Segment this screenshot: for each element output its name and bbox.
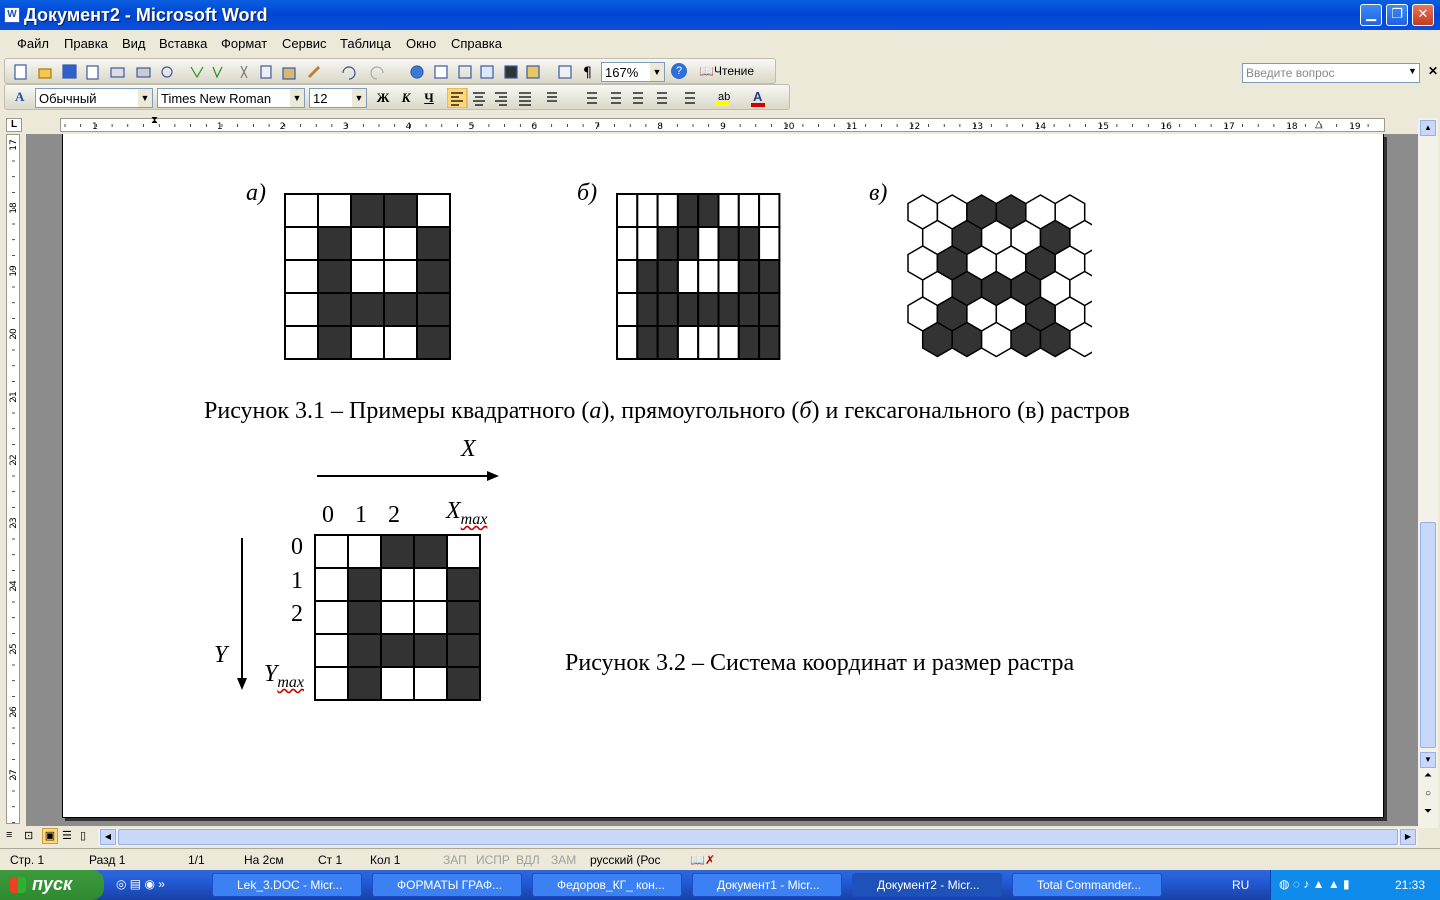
vertical-ruler-ticks — [7, 135, 21, 825]
vertical-scrollbar[interactable] — [1418, 118, 1438, 828]
status-track[interactable]: ИСПР — [476, 853, 510, 867]
task-doc1[interactable]: Документ1 - Micr... — [692, 873, 842, 897]
menu-help[interactable]: Справка — [451, 36, 502, 51]
tab-selector[interactable]: L — [6, 118, 22, 132]
rect-pixel — [739, 260, 759, 293]
raster-pixel — [414, 535, 447, 568]
status-section: Разд 1 — [89, 853, 126, 867]
raster-pixel — [348, 535, 381, 568]
rect-pixel — [617, 227, 637, 260]
square-pixel — [285, 326, 318, 359]
task-fedorov[interactable]: Федоров_КГ_ кон... — [532, 873, 682, 897]
ruler-number: 12 — [908, 122, 921, 132]
rect-pixel — [658, 227, 678, 260]
scroll-up-icon[interactable]: ▲ — [1420, 120, 1436, 136]
taskbar — [0, 870, 1440, 900]
raster-pixel — [381, 634, 414, 667]
ruler-number: 27 — [9, 769, 19, 781]
quicklaunch-icons[interactable]: ◎ ▤ ◉ » — [116, 877, 165, 891]
x-tick-2: 2 — [388, 502, 400, 528]
scroll-thumb[interactable] — [1420, 522, 1436, 748]
style-select[interactable]: Обычный ▼ — [35, 88, 153, 108]
task-totalcmd[interactable]: Total Commander... — [1012, 873, 1162, 897]
x-tick-1: 1 — [355, 502, 367, 528]
outline-view-icon[interactable]: ☰ — [62, 830, 72, 842]
rect-pixel — [637, 194, 657, 227]
square-pixel — [417, 293, 450, 326]
font-select[interactable]: Times New Roman ▼ — [157, 88, 305, 108]
hex-pixel — [1041, 323, 1070, 357]
square-pixel — [351, 194, 384, 227]
ruler-number: 11 — [845, 122, 858, 132]
start-button[interactable]: пуск — [0, 870, 104, 900]
ruler-number: 19 — [9, 265, 19, 277]
rect-pixel — [658, 293, 678, 326]
ruler-number: 7 — [594, 122, 601, 132]
square-pixel — [417, 194, 450, 227]
square-pixel — [285, 293, 318, 326]
status-page: Стр. 1 — [10, 853, 45, 867]
rect-pixel — [658, 326, 678, 359]
rect-pixel — [739, 227, 759, 260]
fig1-label-b: б) — [577, 180, 598, 206]
rect-raster-grid — [616, 193, 781, 361]
square-pixel — [318, 260, 351, 293]
ruler-number: 17 — [9, 139, 19, 151]
rect-pixel — [658, 260, 678, 293]
square-pixel — [384, 194, 417, 227]
x-max-label: $X_{max}$ — [446, 498, 488, 528]
rect-pixel — [719, 260, 739, 293]
task-lek3[interactable]: Lek_3.DOC - Micr... — [212, 873, 362, 897]
indent-marker-icon[interactable]: ⧗ — [151, 115, 159, 126]
standard-toolbar — [4, 58, 776, 84]
square-raster-grid — [284, 193, 452, 361]
fig2-caption: Рисунок 3.2 – Система координат и размер растра — [565, 650, 1075, 676]
square-pixel — [417, 260, 450, 293]
raster-pixel — [348, 568, 381, 601]
raster-pixel — [315, 667, 348, 700]
status-pages: 1/1 — [188, 853, 205, 867]
menu-edit[interactable]: Правка — [64, 36, 108, 51]
h-scroll-thumb[interactable] — [118, 829, 1398, 845]
rect-pixel — [678, 194, 698, 227]
ruler-number: 24 — [9, 580, 19, 592]
menu-insert[interactable]: Вставка — [159, 36, 208, 51]
spelling-status-icon[interactable]: 📖✗ — [690, 853, 715, 867]
raster-pixel — [447, 535, 480, 568]
ruler-number: 2 — [279, 122, 286, 132]
y-max-label: $Y_{max}$ — [264, 661, 305, 691]
square-pixel — [351, 260, 384, 293]
rect-pixel — [719, 326, 739, 359]
fig1-caption: Рисунок 3.1 – Примеры квадратного (а), прямоугольного (б) и гексагонального (в) растров — [204, 398, 1130, 424]
ruler-number: 20 — [9, 328, 19, 340]
status-extend[interactable]: ВДЛ — [516, 853, 540, 867]
title-bar — [0, 0, 1440, 30]
fig1-label-c: в) — [869, 180, 888, 206]
reading-view-icon[interactable]: ▯ — [80, 830, 87, 842]
ruler-number: 25 — [9, 643, 19, 655]
rect-pixel — [759, 227, 779, 260]
right-indent-icon[interactable]: △ — [1315, 119, 1323, 130]
help-icon[interactable]: ? — [671, 63, 687, 79]
document-page[interactable] — [62, 134, 1384, 818]
square-pixel — [285, 260, 318, 293]
browse-object-icon[interactable]: ○ — [1424, 788, 1432, 799]
ruler-number: 10 — [783, 122, 795, 132]
italic-button[interactable]: К — [401, 90, 411, 105]
rect-pixel — [698, 194, 718, 227]
coordinate-raster-grid — [314, 534, 482, 702]
rect-pixel — [637, 260, 657, 293]
ruler-number: 3 — [342, 122, 349, 132]
rect-pixel — [617, 326, 637, 359]
view-buttons — [4, 828, 98, 846]
raster-pixel — [381, 568, 414, 601]
normal-view-icon[interactable]: ≡ — [6, 829, 13, 841]
raster-pixel — [315, 601, 348, 634]
raster-pixel — [414, 667, 447, 700]
ruler-number: 1 — [216, 122, 223, 132]
square-pixel — [351, 326, 384, 359]
zoom-select[interactable]: 167% ▼ — [601, 62, 665, 82]
rect-pixel — [698, 326, 718, 359]
ruler-number: 16 — [1160, 122, 1172, 132]
rect-pixel — [658, 194, 678, 227]
ruler-number: 23 — [9, 517, 19, 529]
status-line: Ст 1 — [318, 853, 343, 867]
rect-pixel — [678, 293, 698, 326]
rect-pixel — [617, 194, 637, 227]
rect-pixel — [698, 293, 718, 326]
ruler-number: 15 — [1097, 122, 1109, 132]
square-pixel — [417, 227, 450, 260]
square-pixel — [384, 326, 417, 359]
rect-pixel — [637, 326, 657, 359]
horizontal-scrollbar[interactable] — [98, 828, 1418, 846]
raster-pixel — [315, 535, 348, 568]
y-axis-label: Y — [214, 642, 228, 668]
ask-dropdown-icon[interactable]: ▼ — [1408, 66, 1417, 76]
menu-file[interactable]: Файл — [17, 36, 49, 51]
square-pixel — [318, 326, 351, 359]
raster-pixel — [447, 634, 480, 667]
status-position: На 2см — [244, 853, 284, 867]
standard-toolbar-icons[interactable] — [13, 63, 603, 81]
svg-text:A: A — [753, 89, 763, 104]
restore-button[interactable]: ❐ — [1386, 4, 1408, 26]
web-view-icon[interactable]: ⊡ — [24, 830, 34, 842]
ruler-number: 17 — [1223, 122, 1235, 132]
y-axis-arrow — [235, 538, 249, 692]
ruler-number: 18 — [1286, 122, 1298, 132]
window-title: Документ2 - Microsoft Word — [24, 5, 268, 25]
menu-view[interactable]: Вид — [122, 36, 146, 51]
status-record[interactable]: ЗАП — [443, 853, 467, 867]
prev-page-icon[interactable]: ⏶ — [1424, 770, 1432, 781]
horizontal-ruler[interactable] — [60, 115, 1385, 132]
raster-pixel — [447, 601, 480, 634]
square-pixel — [384, 293, 417, 326]
status-bar — [0, 848, 1440, 870]
task-formats[interactable]: ФОРМАТЫ ГРАФ... — [372, 873, 522, 897]
next-page-icon[interactable]: ⏷ — [1424, 806, 1432, 817]
menu-table[interactable]: Таблица — [340, 36, 391, 51]
close-button[interactable]: ✕ — [1412, 4, 1434, 26]
windows-logo-icon — [10, 877, 26, 893]
square-pixel — [384, 227, 417, 260]
rect-pixel — [759, 326, 779, 359]
square-pixel — [285, 227, 318, 260]
rect-pixel — [719, 194, 739, 227]
hex-pixel — [1011, 323, 1040, 357]
scroll-left-icon[interactable]: ◀ — [100, 829, 116, 845]
square-pixel — [351, 227, 384, 260]
square-pixel — [384, 260, 417, 293]
ruler-number: 8 — [657, 122, 663, 132]
rect-pixel — [617, 260, 637, 293]
menu-window[interactable]: Окно — [406, 36, 437, 51]
clock: 21:33 — [1395, 878, 1426, 892]
raster-pixel — [348, 601, 381, 634]
hex-pixel — [982, 323, 1012, 357]
print-layout-icon[interactable]: ▣ — [42, 828, 58, 844]
raster-pixel — [381, 601, 414, 634]
svg-text:¶: ¶ — [583, 65, 592, 81]
svg-text:ab: ab — [718, 91, 731, 103]
ruler-number: 1 — [92, 122, 98, 132]
font-size-select[interactable]: 12 ▼ — [309, 88, 367, 108]
rect-pixel — [678, 326, 698, 359]
rect-pixel — [759, 260, 779, 293]
word-doc-icon[interactable]: W — [4, 7, 20, 23]
fig1-label-a: а) — [246, 180, 266, 206]
vertical-ruler[interactable] — [6, 134, 20, 824]
ruler-number: 14 — [1034, 122, 1047, 132]
ruler-number: 4 — [405, 122, 412, 132]
ask-question-input[interactable]: Введите вопрос — [1242, 63, 1420, 83]
raster-pixel — [348, 667, 381, 700]
menu-format[interactable]: Формат — [221, 36, 268, 51]
x-axis-label: X — [461, 436, 476, 462]
rect-pixel — [719, 293, 739, 326]
y-tick-0: 0 — [291, 534, 303, 560]
reading-mode-button[interactable]: 📖Чтение — [699, 64, 754, 78]
y-tick-2: 2 — [291, 601, 303, 627]
rect-pixel — [698, 227, 718, 260]
square-pixel — [417, 326, 450, 359]
x-axis-arrow — [317, 468, 501, 482]
task-doc2[interactable]: Документ2 - Micr... — [852, 873, 1002, 897]
raster-pixel — [414, 634, 447, 667]
raster-pixel — [315, 568, 348, 601]
close-doc-icon[interactable]: ✕ — [1428, 64, 1439, 78]
ruler-number: 26 — [9, 706, 19, 718]
raster-pixel — [414, 568, 447, 601]
ruler-number: 6 — [531, 122, 538, 132]
horizontal-ruler-ticks — [61, 119, 1386, 133]
raster-pixel — [381, 667, 414, 700]
ruler-number: 5 — [468, 122, 475, 132]
rect-pixel — [739, 326, 759, 359]
rect-pixel — [759, 194, 779, 227]
square-pixel — [285, 194, 318, 227]
rect-pixel — [698, 260, 718, 293]
square-pixel — [318, 293, 351, 326]
rect-pixel — [637, 293, 657, 326]
hex-raster-grid — [906, 193, 1092, 361]
hex-pixel — [952, 323, 981, 357]
rect-pixel — [739, 194, 759, 227]
ruler-number: 13 — [971, 122, 984, 132]
styles-pane-icon[interactable]: A — [15, 89, 25, 104]
system-tray — [1270, 870, 1440, 900]
rect-pixel — [637, 227, 657, 260]
square-pixel — [318, 227, 351, 260]
rect-pixel — [678, 260, 698, 293]
status-language: русский (Рос — [590, 853, 661, 867]
square-pixel — [351, 293, 384, 326]
bold-button[interactable]: Ж — [376, 90, 390, 105]
language-indicator[interactable]: RU — [1232, 878, 1250, 892]
hex-pixel — [923, 323, 953, 357]
rect-pixel — [617, 293, 637, 326]
ruler-number: 22 — [9, 454, 19, 466]
raster-pixel — [315, 634, 348, 667]
ruler-number: 18 — [9, 202, 19, 214]
ruler-number: 9 — [720, 122, 726, 132]
ruler-number: 19 — [1349, 122, 1361, 132]
paragraph-format-icons[interactable] — [447, 88, 787, 108]
raster-pixel — [414, 601, 447, 634]
rect-pixel — [719, 227, 739, 260]
square-pixel — [318, 194, 351, 227]
rect-pixel — [739, 293, 759, 326]
raster-pixel — [447, 568, 480, 601]
menu-tools[interactable]: Сервис — [282, 36, 327, 51]
status-overtype[interactable]: ЗАМ — [551, 853, 577, 867]
raster-pixel — [447, 667, 480, 700]
underline-button[interactable]: Ч — [424, 90, 434, 105]
scroll-right-icon[interactable]: ▶ — [1400, 829, 1416, 845]
x-tick-0: 0 — [322, 502, 334, 528]
status-column: Кол 1 — [370, 853, 401, 867]
scroll-down-icon[interactable]: ▼ — [1420, 752, 1436, 768]
tray-icons[interactable]: ◍ ◌ ♪ ▲ ▲ ▮ — [1279, 877, 1350, 891]
y-tick-1: 1 — [291, 568, 303, 594]
minimize-button[interactable]: ▁ — [1360, 4, 1382, 26]
ruler-number: 21 — [9, 391, 19, 403]
formatting-toolbar — [4, 84, 790, 110]
raster-pixel — [381, 535, 414, 568]
rect-pixel — [678, 227, 698, 260]
rect-pixel — [759, 293, 779, 326]
raster-pixel — [348, 634, 381, 667]
